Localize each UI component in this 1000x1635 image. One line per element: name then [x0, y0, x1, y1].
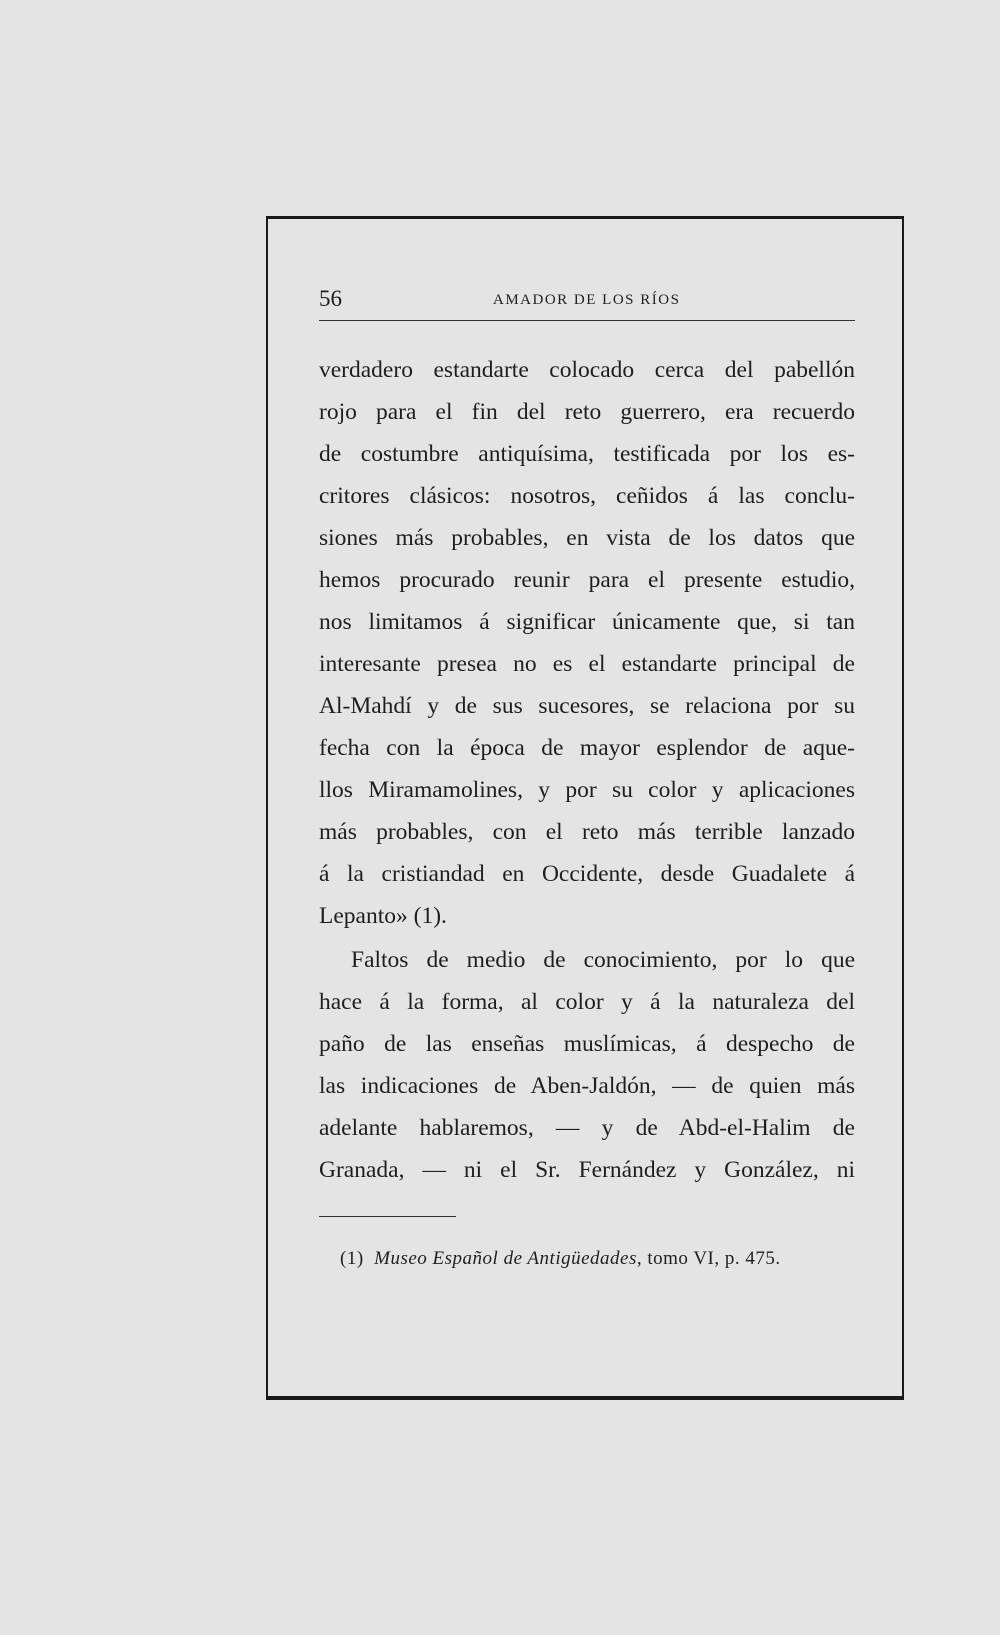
- text-line: Al-Mahdí y de sus sucesores, se relaciona por su: [319, 693, 855, 719]
- text-line: paño de las enseñas muslímicas, á despecho de: [319, 1031, 855, 1057]
- text-line: Granada, — ni el Sr. Fernández y González, ni: [319, 1157, 855, 1183]
- footnote: [340, 1244, 781, 1274]
- text-line: á la cristiandad en Occidente, desde Guadalete á: [319, 861, 855, 887]
- text-line: adelante hablaremos, — y de Abd-el-Halim de: [319, 1115, 855, 1141]
- text-line: siones más probables, en vista de los datos que: [319, 525, 855, 551]
- text-line: de costumbre antiquísima, testificada por los es-: [319, 441, 855, 467]
- text-line: las indicaciones de Aben-Jaldón, — de quien más: [319, 1073, 855, 1099]
- text-line: verdadero estandarte colocado cerca del pabellón: [319, 357, 855, 383]
- text-line: hace á la forma, al color y á la naturaleza del: [319, 989, 855, 1015]
- running-title: AMADOR DE LOS RÍOS: [493, 292, 681, 308]
- footnote-title: Museo Español de Antigüedades,: [374, 1248, 643, 1269]
- footnote-marker: (1): [340, 1248, 364, 1269]
- text-line: critores clásicos: nosotros, ceñidos á las conclu-: [319, 483, 855, 509]
- page-number: 56: [319, 286, 342, 311]
- footnote-rule: [319, 1216, 456, 1217]
- text-line: Lepanto» (1).: [319, 903, 447, 929]
- text-line: nos limitamos á significar únicamente que, si tan: [319, 609, 855, 635]
- text-line: fecha con la época de mayor esplendor de aque-: [319, 735, 855, 761]
- text-line: llos Miramamolines, y por su color y aplicaciones: [319, 777, 855, 803]
- footnote-rest: tomo VI, p. 475.: [647, 1248, 781, 1269]
- header-rule: [319, 320, 855, 321]
- text-line: más probables, con el reto más terrible lanzado: [319, 819, 855, 845]
- text-line: interesante presea no es el estandarte principal de: [319, 651, 855, 677]
- running-head: [319, 284, 855, 318]
- text-line: Faltos de medio de conocimiento, por lo que: [351, 947, 855, 973]
- text-line: hemos procurado reunir para el presente estudio,: [319, 567, 855, 593]
- text-line: rojo para el fin del reto guerrero, era recuerdo: [319, 399, 855, 425]
